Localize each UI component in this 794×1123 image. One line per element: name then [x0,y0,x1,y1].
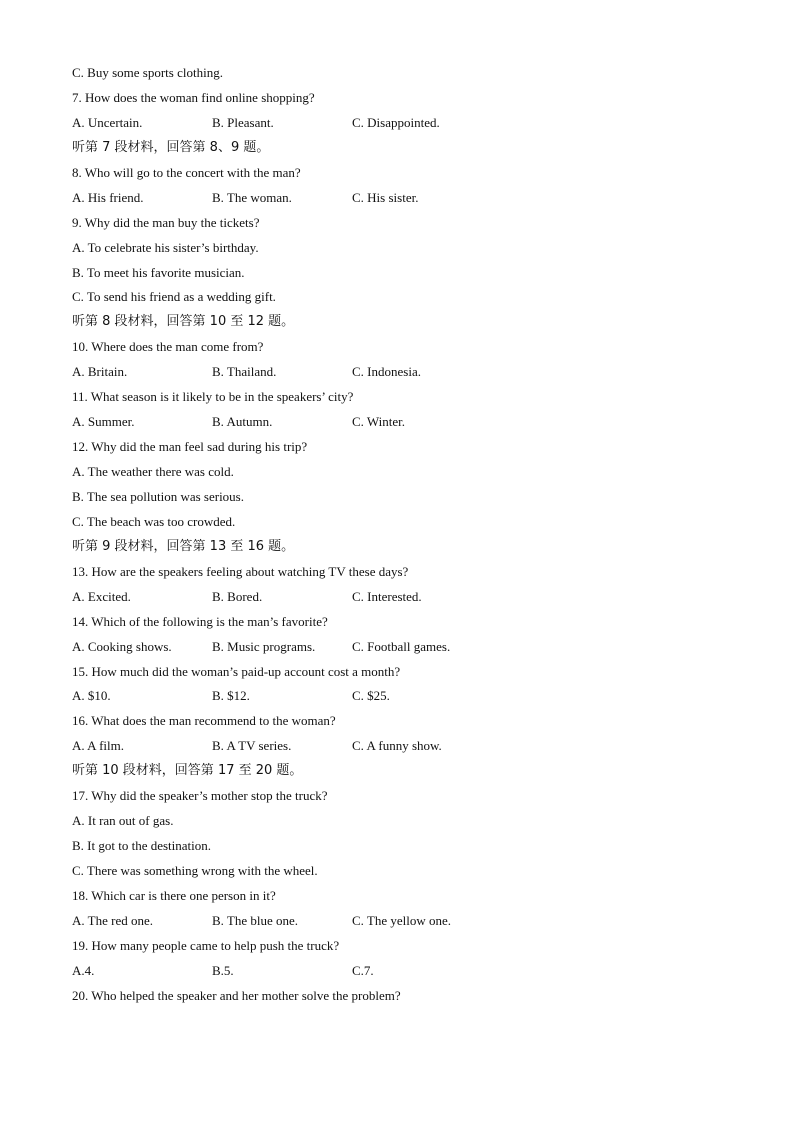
option-c: C.7. [352,962,374,978]
question-text: 16. What does the man recommend to the woman? [72,713,336,729]
option-b: B. The blue one. [212,912,299,928]
question-text: 7. How does the woman find online shopping? [72,89,315,105]
option-a: A. Excited. [72,588,131,604]
option-line: A. It ran out of gas. [72,813,174,829]
option-row [72,111,732,136]
option-a: A. Cooking shows. [72,638,172,654]
question-text: 20. Who helped the speaker and her mother solve the problem? [72,987,401,1003]
option-b: B. Music programs. [212,638,316,654]
section-heading: 听第 10 段材料，回答第 17 至 20 题。 [72,763,303,779]
option-line: B. The sea pollution was serious. [72,488,244,504]
question-text: 8. Who will go to the concert with the man? [72,164,301,180]
option-a: A.4. [72,962,95,978]
question-text: 11. What season is it likely to be in the speakers’ city? [72,389,354,405]
option-b: B. Autumn. [212,414,273,430]
option-c: C. Interested. [352,588,422,604]
option-c: C. His sister. [352,189,419,205]
option-b: B. Bored. [212,588,263,604]
option-b: B. Thailand. [212,364,277,380]
question-text: 19. How many people came to help push the truck? [72,937,340,953]
option-c: C. A funny show. [352,738,442,754]
option-a: A. Uncertain. [72,114,143,130]
option-a: A. The red one. [72,912,153,928]
option-line: C. To send his friend as a wedding gift. [72,289,276,305]
option-a: A. His friend. [72,189,144,205]
option-row [72,959,732,984]
question-text: 9. Why did the man buy the tickets? [72,214,260,230]
option-line: C. Buy some sports clothing. [72,65,223,80]
option-row [72,360,732,385]
section-heading: 听第 7 段材料，回答第 8、9 题。 [72,139,270,155]
option-c: C. Football games. [352,638,451,654]
option-a: A. $10. [72,688,111,704]
option-c: C. Indonesia. [352,364,421,380]
option-b: B. $12. [212,688,250,704]
section-heading: 听第 8 段材料，回答第 10 至 12 题。 [72,314,295,330]
option-line: B. To meet his favorite musician. [72,264,245,280]
option-row [72,734,732,759]
option-line: A. The weather there was cold. [72,464,234,479]
option-row [72,684,732,709]
option-c: C. $25. [352,688,390,704]
option-line: A. To celebrate his sister’s birthday. [72,239,259,255]
question-text: 14. Which of the following is the man’s favorite? [72,613,328,629]
option-line: B. It got to the destination. [72,838,212,854]
option-c: C. Winter. [352,414,406,430]
question-text: 13. How are the speakers feeling about watching TV these days? [72,563,409,579]
question-text: 10. Where does the man come from? [72,339,264,355]
option-c: C. Disappointed. [352,114,440,130]
question-text: 17. Why did the speaker’s mother stop the truck? [72,788,328,804]
option-row [72,186,732,211]
option-line: C. The beach was too crowded. [72,513,236,529]
option-b: B. The woman. [212,189,292,205]
option-c: C. The yellow one. [352,912,452,928]
option-b: B. A TV series. [212,738,292,754]
option-a: A. A film. [72,738,125,754]
option-row [72,635,732,660]
option-b: B.5. [212,962,234,978]
question-text: 15. How much did the woman’s paid-up account cost a month? [72,663,401,679]
option-row [72,410,732,435]
question-text: 12. Why did the man feel sad during his trip? [72,439,308,455]
option-line: C. There was something wrong with the wheel. [72,863,318,878]
exam-page [72,61,732,1009]
option-row [72,585,732,610]
option-row [72,909,732,934]
section-heading: 听第 9 段材料，回答第 13 至 16 题。 [72,538,295,554]
question-text: 18. Which car is there one person in it? [72,887,276,903]
option-b: B. Pleasant. [212,114,274,130]
option-a: A. Britain. [72,364,128,380]
option-a: A. Summer. [72,414,135,430]
